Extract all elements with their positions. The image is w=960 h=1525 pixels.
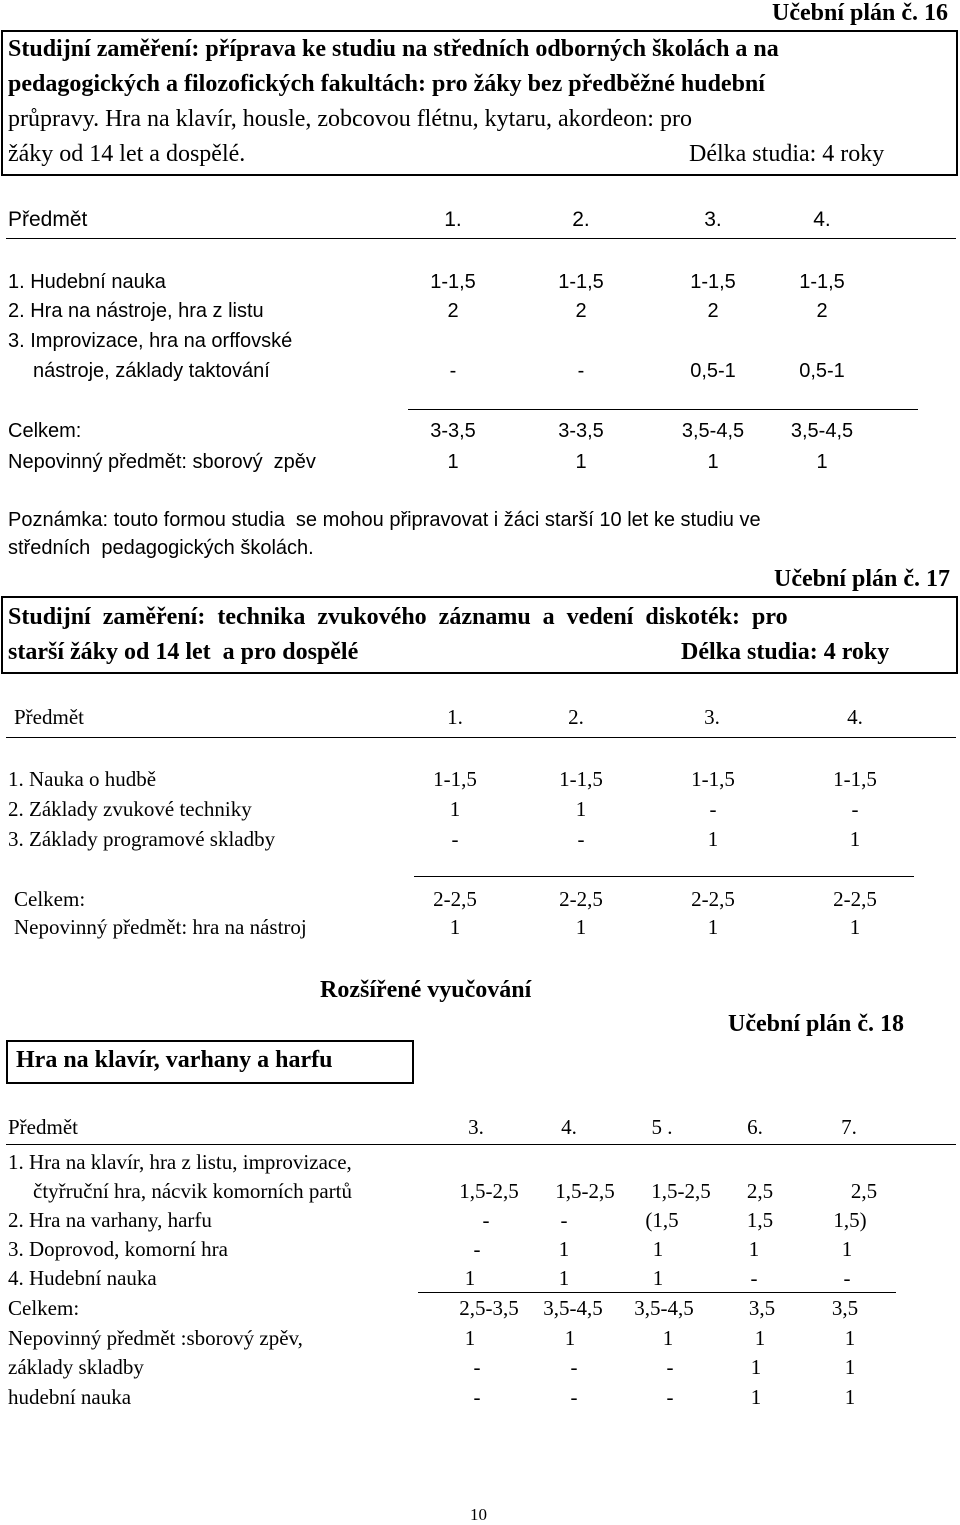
plan16-optional-cell: 1 (447, 451, 459, 473)
plan17-optional-cell: 1 (849, 915, 861, 939)
plan16-cell: 1-1,5 (690, 271, 736, 293)
plan16-title-line: žáky od 14 let a dospělé. (8, 141, 246, 167)
plan16-title-line: pedagogických a filozofických fakultách: pro žáky bez předběžné hudební (8, 71, 765, 97)
plan18-cell: 3,5-4,5 (634, 1296, 694, 1320)
plan17-cell: 1 (849, 827, 861, 851)
plan17-cell: 1 (575, 797, 587, 821)
plan18-sum-rule (418, 1292, 896, 1293)
plan18-cell: 3,5-4,5 (543, 1296, 603, 1320)
plan16-header-col: 1. (444, 208, 462, 231)
plan17-cell: 1 (449, 797, 461, 821)
plan17-cell: 1-1,5 (559, 767, 603, 791)
plan18-header-rule (6, 1144, 956, 1145)
plan16-cell: 1-1,5 (558, 271, 604, 293)
plan18-cell: 2,5 (850, 1179, 878, 1203)
plan18-cell: 3,5 (831, 1296, 859, 1320)
plan18-cell: - (666, 1385, 674, 1409)
plan16-row-name: 3. Improvizace, hra na orffovské (8, 330, 293, 352)
plan18-cell: - (473, 1385, 481, 1409)
plan18-cell: 1 (754, 1326, 766, 1350)
plan16-cell: 2 (447, 300, 459, 322)
plan17-title-line: starší žáky od 14 let a pro dospělé (8, 639, 359, 665)
plan18-header-col: 3. (468, 1115, 484, 1139)
plan18-header-col: 5 . (651, 1115, 673, 1139)
plan16-total-label: Celkem: (8, 420, 82, 442)
plan17-total-cell: 2-2,5 (559, 887, 603, 911)
plan16-heading: Učební plán č. 16 (771, 0, 948, 26)
plan17-total-cell: 2-2,5 (433, 887, 477, 911)
plan18-row-name: 1. Hra na klavír, hra z listu, improvizace, (8, 1150, 352, 1174)
plan17-cell: - (851, 797, 859, 821)
plan18-cell: 1,5-2,5 (651, 1179, 711, 1203)
plan18-row-name: základy skladby (8, 1355, 144, 1379)
plan17-cell: 1-1,5 (833, 767, 877, 791)
plan17-cell: 1-1,5 (433, 767, 477, 791)
plan16-optional-cell: 1 (707, 451, 719, 473)
plan16-cell: - (577, 360, 585, 382)
plan18-cell: 1,5 (746, 1208, 774, 1232)
plan16-title-line: průpravy. Hra na klavír, housle, zobcovou flétnu, kytaru, akordeon: pro (8, 106, 692, 132)
plan16-optional-cell: 1 (816, 451, 828, 473)
plan18-header-subject: Předmět (8, 1115, 78, 1139)
plan18-cell: 1,5) (833, 1208, 867, 1232)
plan17-header-rule (6, 737, 956, 738)
plan17-row-name: 2. Základy zvukové techniky (8, 797, 252, 821)
plan18-cell: 1 (844, 1385, 856, 1409)
plan17-header-col: 4. (847, 705, 863, 729)
plan18-cell: 2,5-3,5 (459, 1296, 519, 1320)
plan18-cell: 2,5 (746, 1179, 774, 1203)
plan16-duration: Délka studia: 4 roky (689, 141, 885, 167)
plan16-cell: 2 (575, 300, 587, 322)
plan17-optional-label: Nepovinný předmět: hra na nástroj (14, 915, 307, 939)
plan18-cell: 1 (464, 1266, 476, 1290)
plan16-total-cell: 3,5-4,5 (681, 420, 745, 442)
plan18-cell: - (570, 1385, 578, 1409)
plan18-cell: - (843, 1266, 851, 1290)
plan16-cell: 2 (707, 300, 719, 322)
plan18-cell: 1 (464, 1326, 476, 1350)
plan16-row-name: nástroje, základy taktování (33, 360, 270, 382)
plan16-note-line: středních pedagogických školách. (8, 537, 314, 559)
plan18-cell: 1 (750, 1385, 762, 1409)
plan18-cell: 1 (558, 1237, 570, 1261)
plan16-total-cell: 3-3,5 (558, 420, 604, 442)
plan18-cell: - (750, 1266, 758, 1290)
plan18-cell: - (666, 1355, 674, 1379)
plan18-cell: 1 (841, 1237, 853, 1261)
plan17-optional-cell: 1 (707, 915, 719, 939)
plan16-total-cell: 3,5-4,5 (790, 420, 854, 442)
plan17-cell: 1-1,5 (691, 767, 735, 791)
plan16-cell: 1-1,5 (430, 271, 476, 293)
plan17-optional-cell: 1 (575, 915, 587, 939)
page-number: 10 (470, 1505, 487, 1524)
plan17-header-subject: Předmět (14, 705, 84, 729)
plan18-header-col: 4. (561, 1115, 577, 1139)
plan18-cell: 1 (748, 1237, 760, 1261)
plan18-row-name: hudební nauka (8, 1385, 132, 1409)
plan18-row-name: Celkem: (8, 1296, 80, 1320)
plan18-cell: 1 (558, 1266, 570, 1290)
plan16-cell: 0,5-1 (799, 360, 845, 382)
plan16-header-rule (6, 238, 956, 239)
plan18-cell: (1,5 (645, 1208, 679, 1232)
plan18-cell: 1 (662, 1326, 674, 1350)
plan16-optional-cell: 1 (575, 451, 587, 473)
plan17-total-cell: 2-2,5 (833, 887, 877, 911)
plan18-cell: 1,5-2,5 (555, 1179, 615, 1203)
plan18-header-col: 6. (747, 1115, 763, 1139)
plan17-sum-rule (414, 876, 914, 877)
plan16-optional-label: Nepovinný předmět: sborový zpěv (8, 451, 316, 473)
plan18-cell: 1 (750, 1355, 762, 1379)
plan16-sum-rule (408, 409, 918, 410)
plan18-cell: - (482, 1208, 490, 1232)
plan17-cell: - (451, 827, 459, 851)
plan18-header-col: 7. (841, 1115, 857, 1139)
plan17-duration: Délka studia: 4 roky (681, 639, 890, 665)
plan16-header-col: 4. (813, 208, 831, 231)
plan17-row-name: 3. Základy programové skladby (8, 827, 276, 851)
plan17-total-label: Celkem: (14, 887, 86, 911)
plan16-title-line: Studijní zaměření: příprava ke studiu na středních odborných školách a na (8, 36, 779, 62)
plan18-cell: 1 (844, 1355, 856, 1379)
plan16-cell: 2 (816, 300, 828, 322)
plan18-title: Hra na klavír, varhany a harfu (16, 1047, 333, 1073)
plan16-row-name: 2. Hra na nástroje, hra z listu (8, 300, 264, 322)
plan18-cell: - (473, 1237, 481, 1261)
plan16-header-col: 2. (572, 208, 590, 231)
plan17-cell: 1 (707, 827, 719, 851)
plan18-row-name: 2. Hra na varhany, harfu (8, 1208, 212, 1232)
plan18-cell: 1 (652, 1266, 664, 1290)
plan18-row-name: 4. Hudební nauka (8, 1266, 157, 1290)
plan16-cell: 0,5-1 (690, 360, 736, 382)
plan18-heading: Učební plán č. 18 (728, 1011, 905, 1037)
plan17-heading: Učební plán č. 17 (773, 566, 950, 592)
plan18-section-title: Rozšířené vyučování (320, 977, 532, 1003)
plan17-title-line: Studijní zaměření: technika zvukového záznamu a vedení diskoték: pro (8, 604, 788, 630)
plan16-header-subject: Předmět (8, 208, 88, 231)
plan18-cell: 1 (652, 1237, 664, 1261)
plan17-optional-cell: 1 (449, 915, 461, 939)
plan17-row-name: 1. Nauka o hudbě (8, 767, 157, 791)
plan17-header-col: 3. (704, 705, 720, 729)
plan17-header-col: 2. (568, 705, 584, 729)
plan18-cell: 3,5 (748, 1296, 776, 1320)
plan16-header-col: 3. (704, 208, 722, 231)
plan18-row-name: Nepovinný předmět :sborový zpěv, (8, 1326, 303, 1350)
plan18-row-name: čtyřruční hra, nácvik komorních partů (33, 1179, 352, 1203)
plan18-cell: - (560, 1208, 568, 1232)
plan18-cell: 1 (564, 1326, 576, 1350)
plan17-cell: - (709, 797, 717, 821)
plan16-note-line: Poznámka: touto formou studia se mohou připravovat i žáci starší 10 let ke studiu ve (8, 509, 761, 531)
plan16-row-name: 1. Hudební nauka (8, 271, 166, 293)
plan18-cell: - (570, 1355, 578, 1379)
plan17-cell: - (577, 827, 585, 851)
plan16-cell: 1-1,5 (799, 271, 845, 293)
plan17-total-cell: 2-2,5 (691, 887, 735, 911)
plan17-header-col: 1. (447, 705, 463, 729)
plan16-total-cell: 3-3,5 (430, 420, 476, 442)
plan18-cell: 1,5-2,5 (459, 1179, 519, 1203)
plan18-cell: - (473, 1355, 481, 1379)
plan18-row-name: 3. Doprovod, komorní hra (8, 1237, 228, 1261)
plan16-cell: - (449, 360, 457, 382)
plan18-cell: 1 (844, 1326, 856, 1350)
